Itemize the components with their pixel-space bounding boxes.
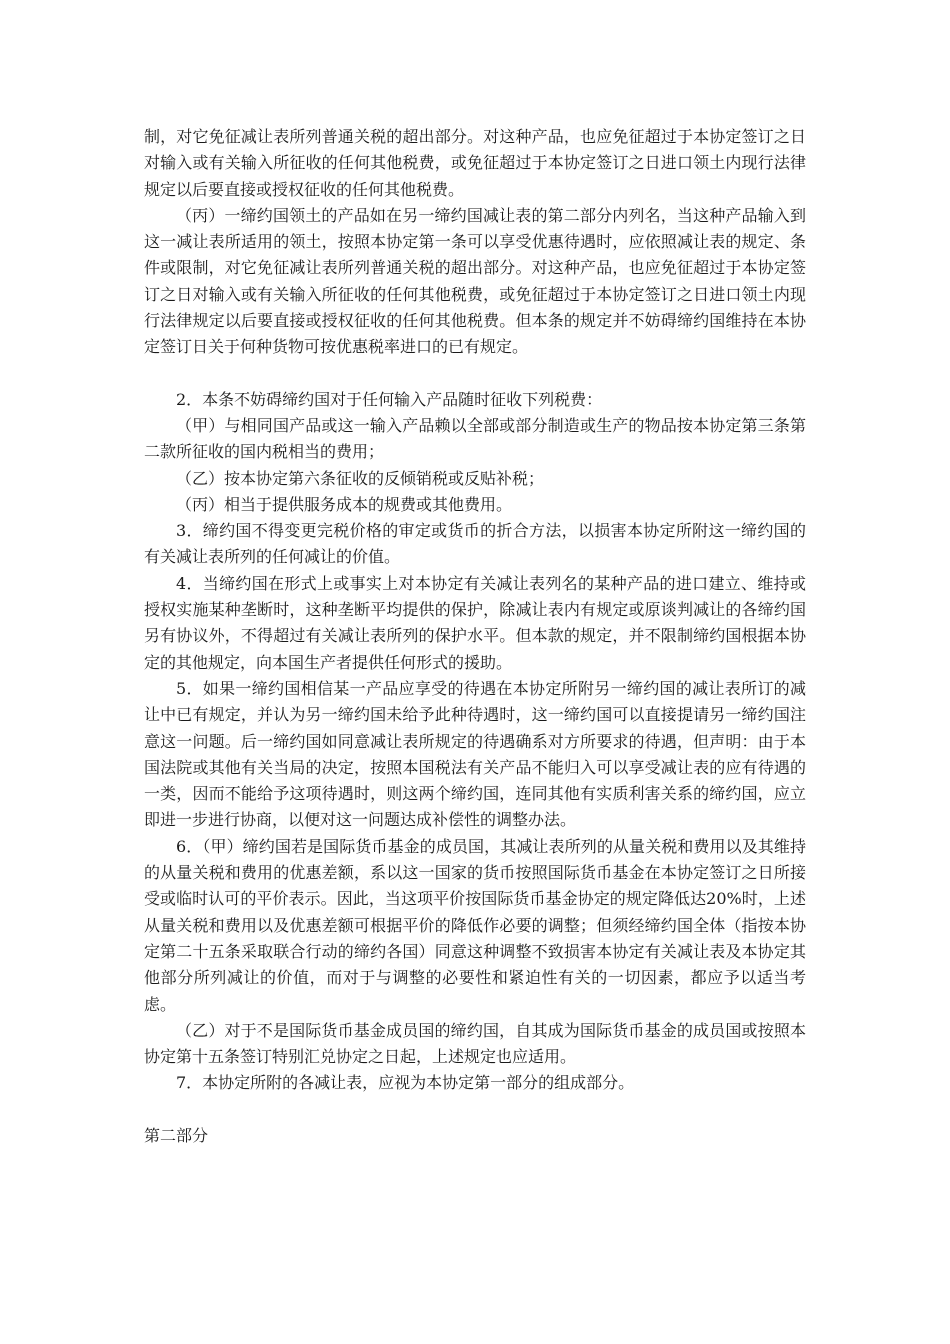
paragraph-spacer (144, 361, 806, 387)
paragraph: （乙）按本协定第六条征收的反倾销税或反贴补税； (176, 468, 545, 488)
paragraph: 7．本协定所附的各减让表，应视为本协定第一部分的组成部分。 (176, 1073, 635, 1093)
section-heading: 第二部分 (144, 1125, 209, 1145)
paragraph: 5．如果一缔约国相信某一产品应享受的待遇在本协定所附另一缔约国的减让表所订的减让中已有规定，并认为另一缔约国未给予此种待遇时，这一缔约国可以直接提请另一缔约国注意这一问题。后一缔约国如同意减让表所规定的待遇确系对方所要求的待遇，但声明：由于本国法院或其他有关当局的决定，按照本国税法有关产品不能归入可以享受减让表的应有待遇的一类，因而不能给予这项待遇时，则这两个缔约国，连同其他有实质利害关系的缔约国，应立即进一步进行协商，以便对这一问题达成补偿性的调整办法。 (144, 678, 806, 830)
paragraph: 4．当缔约国在形式上或事实上对本协定有关减让表列名的某种产品的进口建立、维持或授权实施某种垄断时，这种垄断平均提供的保护，除减让表内有规定或原谈判减让的各缔约国另有协议外，不得超过有关减让表所列的保护水平。但本款的规定，并不限制缔约国根据本协定的其他规定，向本国生产者提供任何形式的援助。 (144, 573, 806, 672)
paragraph: （甲）与相同国产品或这一输入产品赖以全部或部分制造或生产的物品按本协定第三条第二款所征收的国内税相当的费用； (144, 415, 806, 462)
paragraph: 3．缔约国不得变更完税价格的审定或货币的折合方法，以损害本协定所附这一缔约国的有关减让表所列的任何减让的价值。 (144, 521, 806, 567)
paragraph: （丙）一缔约国领土的产品如在另一缔约国减让表的第二部分内列名，当这种产品输入到这一减让表所适用的领土，按照本协定第一条可以享受优惠待遇时，应依照减让表的规定、条件或限制，对它免征减让表所列普通关税的超出部分。对这种产品，也应免征超过于本协定签订之日对输入或有关输入所征收的任何其他税费，或免征超过于本协定签订之日进口领土内现行法律规定以后要直接或授权征收的任何其他税费。但本条的规定并不妨碍缔约国维持在本协定签订日关于何种货物可按优惠税率进口的已有规定。 (144, 205, 806, 357)
paragraph: （乙）对于不是国际货币基金成员国的缔约国，自其成为国际货币基金的成员国或按照本协定第十五条签订特别汇兑协定之日起，上述规定也应适用。 (144, 1020, 806, 1067)
document-page (144, 124, 806, 1149)
paragraph: 制，对它免征减让表所列普通关税的超出部分。对这种产品，也应免征超过于本协定签订之日对输入或有关输入所征收的任何其他税费，或免征超过于本协定签订之日进口领土内现行法律规定以后要直接或授权征收的任何其他税费。 (144, 127, 806, 199)
paragraph: 2．本条不妨碍缔约国对于任何输入产品随时征收下列税费： (176, 389, 603, 409)
paragraph: （丙）相当于提供服务成本的规费或其他费用。 (176, 494, 513, 514)
paragraph: 6．（甲）缔约国若是国际货币基金的成员国，其减让表所列的从量关税和费用以及其维持的从量关税和费用的优惠差额，系以这一国家的货币按照国际货币基金在本协定签订之日所接受或临时认可的平价表示。因此，当这项平价按国际货币基金协定的规定降低达20%时，上述从量关税和费用以及优惠差额可根据平价的降低作必要的调整；但须经缔约国全体（指按本协定第二十五条采取联合行动的缔约各国）同意这种调整不致损害本协定有关减让表及本协定其他部分所列减让的价值，而对于与调整的必要性和紧迫性有关的一切因素，都应予以适当考虑。 (144, 836, 806, 1014)
